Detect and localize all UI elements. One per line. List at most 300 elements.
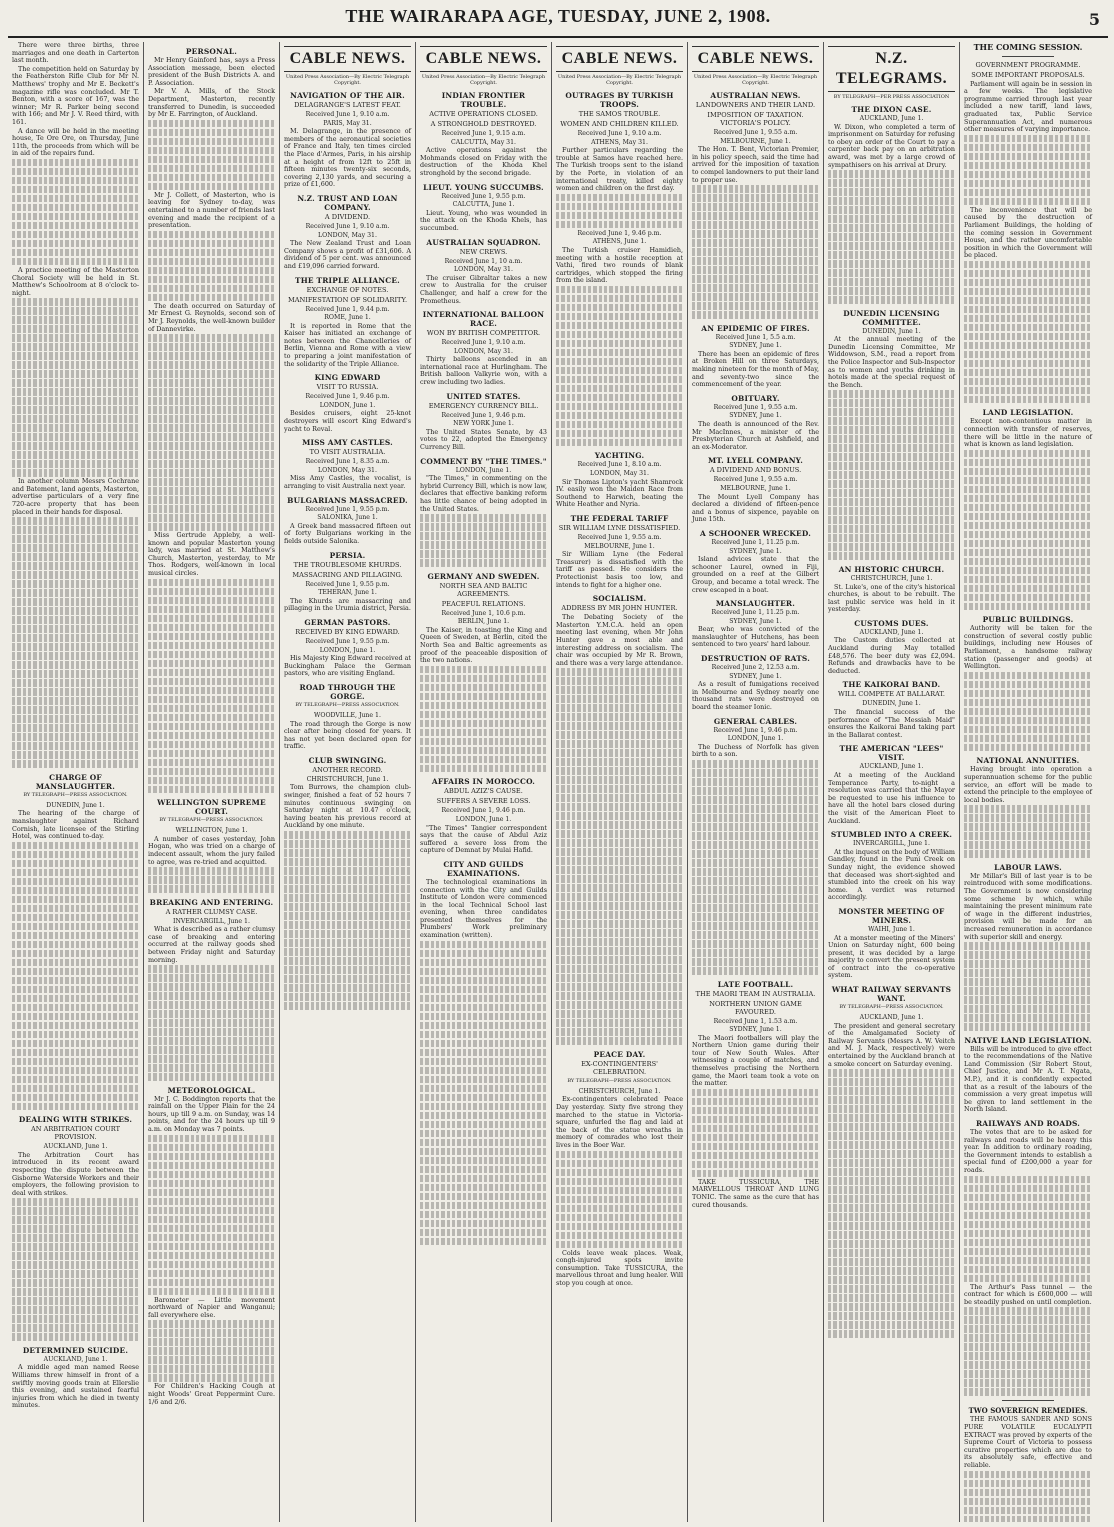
column-7 <box>824 42 960 1522</box>
paragraph: "The Times" Tangier correspondent says that the cause of Abdul Aziz suffered a severe loss from the capture of Demnat by Mulai Hafid. <box>420 823 547 855</box>
advertisement: THE FAMOUS SANDER AND SONS PURE VOLATILE EUCALYPTI EXTRACT was proved by experts of the Supreme Court of Victoria to possess curative properties which are due to its absolutely safe, effective and reliable. <box>964 1415 1092 1469</box>
byline: BY TELEGRAPH—PRESS ASSOCIATION. <box>839 1004 944 1011</box>
headline: DETERMINED SUICIDE. <box>22 1345 129 1355</box>
dateline: LONDON, May 31. <box>454 347 513 355</box>
column-8 <box>960 42 1096 1522</box>
dateline: LONDON, May 31. <box>590 470 649 477</box>
headline: RAILWAYS AND ROADS. <box>975 1119 1081 1128</box>
byline: BY TELEGRAPH—PRESS ASSOCIATION. <box>567 1077 672 1084</box>
dateline: SYDNEY, June 1. <box>729 1026 782 1034</box>
text-filler <box>964 135 1092 206</box>
paragraph: At a meeting of the Auckland Temperance Party, to-night a resolution was carried that the Mayor be requested to use his influence to have all the hotel bars closed during the visit of the American Fleet to Auckland. <box>828 771 955 825</box>
subheadline: A RATHER CLUMSY CASE. <box>165 907 258 916</box>
paragraph: The cruiser Gibraltar takes a new crew to Australia for the cruiser Challenger, and half a crew for the Prometheus. <box>420 273 547 305</box>
headline: KING EDWARD <box>314 373 381 383</box>
received-line: Received June 1, 9.10 a.m. <box>441 339 526 347</box>
dateline: LONDON, June 1. <box>319 401 376 409</box>
dateline: CHRISTCHURCH, June 1. <box>306 775 389 783</box>
paragraph: The Arthur's Pass tunnel — the contract for which is £600,000 — will be steadily pushed on until completion. <box>964 1282 1092 1306</box>
headline: YACHTING. <box>594 451 645 461</box>
paragraph: The Maori footballers will play the Northern Union game during their tour of New South Wales. After witnessing a couple of matches, and themselves practising the Northern game, the Maori team took a vote on the matter. <box>692 1033 819 1088</box>
received-line: Received June 1, 8.10 a.m. <box>577 461 662 469</box>
headline: MONSTER MEETING OF MINERS. <box>838 906 945 925</box>
paragraph: A middle aged man named Reese Williams threw himself in front of a swiftly moving goods train at Ellerslie this evening, and sustained fearful injuries from which he died in twenty minutes. <box>12 1363 139 1410</box>
headline: AFFAIRS IN MOROCCO. <box>431 777 536 787</box>
dateline: LONDON, June 1. <box>455 815 512 823</box>
received-line: Received June 1, 9.10 a.m. <box>305 111 390 118</box>
paragraph: Mr Millar's Bill of last year is to be reintroduced with some modifications. The Government is now considering some scheme by which, while maintaining the present minimum rate of wage in the different industries, provision will be made for an increased remuneration in accordance with superior skill and energy. <box>964 871 1092 941</box>
dateline: LONDON, June 1. <box>727 735 784 743</box>
received-line: Received June 1, 9.46 p.m. <box>441 807 526 815</box>
text-filler <box>148 867 275 893</box>
headline: LAND LEGISLATION. <box>982 408 1074 418</box>
dateline: AUCKLAND, June 1. <box>859 1014 924 1022</box>
headline: DUNEDIN LICENSING COMMITTEE. <box>843 308 940 327</box>
paragraph: The hearing of the charge of manslaughter against Richard Cornish, late licensee of the Stirling Hotel, was continued to-day. <box>12 809 139 841</box>
headline: NATIVE LAND LEGISLATION. <box>964 1035 1092 1045</box>
byline: BY TELEGRAPH—PRESS ASSOCIATION. <box>159 817 264 824</box>
paragraph: Lieut. Young, who was wounded in the attack on the Khoda Khels, has succumbed. <box>420 208 547 232</box>
received-line: Received June 1, 9.10 a.m. <box>305 222 390 230</box>
headline: MANSLAUGHTER. <box>715 599 796 609</box>
text-filler <box>12 517 139 768</box>
text-filler <box>148 579 275 794</box>
paragraph: The Arbitration Court has introduced in its recent award respecting the dispute between the Gisborne Waterside Workers and their employers, the following provision to deal with strikes. <box>12 1150 139 1197</box>
dateline: SALONIKA, June 1. <box>317 514 378 522</box>
subheadline: NORTH SEA AND BALTIC AGREEMENTS. <box>439 581 528 598</box>
paragraph: It is reported in Rome that the Kaiser has initiated an exchange of notes between the Chancelleries of Berlin, Vienna and Rome with a view to preparing a joint manifestation of the solidarity of the Triple Alliance. <box>284 321 411 368</box>
received-line: Received June 1, 9.46 p.m. <box>577 229 662 237</box>
subheadline: WOMEN AND CHILDREN KILLED. <box>560 120 679 128</box>
received-line: Received June 1, 9.55 p.m. <box>305 580 390 588</box>
headline: OBITUARY. <box>731 393 780 403</box>
received-line: Received June 1, 9.10 a.m. <box>577 130 662 137</box>
subheadline: GOVERNMENT PROGRAMME. <box>975 60 1081 69</box>
headline: THE KAIKORAI BAND. <box>842 680 941 690</box>
received-line: Received June 1, 8.35 a.m. <box>305 458 390 466</box>
copyright-note: United Press Association—By Electric Telegraph Copyright. <box>421 74 546 86</box>
text-filler <box>964 672 1092 752</box>
column-4 <box>416 42 552 1522</box>
paragraph: The technological examinations in connection with the City and Guilds Institute of London were commenced in the local Technical School last evening, when three candidates presented themselves for the Plumbers' Work preliminary examination (written). <box>420 877 547 940</box>
headline: DEALING WITH STRIKES. <box>18 1115 133 1125</box>
received-line: Received June 1, 9.44 p.m. <box>305 305 390 313</box>
dateline: SYDNEY, June 1. <box>729 547 782 555</box>
dateline: NEW YORK June 1. <box>453 420 514 428</box>
headline: COMMENT BY "THE TIMES." <box>420 456 547 466</box>
headline: GENERAL CABLES. <box>713 716 798 726</box>
subheadline: EXCHANGE OF NOTES. <box>306 285 389 294</box>
headline: UNITED STATES. <box>446 391 521 401</box>
paragraph: As a result of fumigations received in Melbourne and Sydney nearly one thousand rats were destroyed on board the steamer Ionic. <box>692 680 819 712</box>
headline: LATE FOOTBALL. <box>717 979 794 989</box>
paragraph: For Children's Hacking Cough at night Woods' Great Peppermint Cure. 1/6 and 2/6. <box>148 1382 275 1406</box>
copyright-note: United Press Association—By Electric Telegraph Copyright. <box>693 74 818 86</box>
text-filler <box>828 390 955 560</box>
paragraph: Thirty balloons ascended in an international race at Hurlingham. The British balloon Valkyrie won, with a crew including two ladies. <box>420 355 547 387</box>
text-filler <box>556 1151 683 1249</box>
received-line: Received June 1, 9.55 a.m. <box>713 476 798 484</box>
headline: A SCHOONER WRECKED. <box>699 528 812 538</box>
received-line: Received June 1, 9.46 p.m. <box>713 726 798 734</box>
subheadline: AN ARBITRATION COURT PROVISION. <box>30 1125 121 1142</box>
advertisement: Colds leave weak places. Weak, congh-injured spots invite consumption. Take TUSSICURA, the marvellous throat and lung healer. Will stop you cough at once. <box>556 1248 683 1287</box>
column-3 <box>280 42 416 1522</box>
subheadline: TO VISIT AUSTRALIA. <box>309 448 386 457</box>
paragraph: In another column Messrs Cochrane and Batement, land agents, Masterton, advertise particulars of a very fine 720-acre property that has been placed in their hands for disposal. <box>12 477 139 516</box>
subheadline: ACTIVE OPERATIONS CLOSED. <box>429 110 538 118</box>
copyright-note: United Press Association—By Electric Telegraph Copyright. <box>285 74 410 86</box>
subheadline: ADDRESS BY MR JOHN HUNTER. <box>561 604 678 613</box>
dateline: ATHENS, June 1. <box>592 238 647 246</box>
subheadline: A DIVIDEND. <box>324 212 371 221</box>
headline: PERSIA. <box>329 550 366 560</box>
headline: PUBLIC BUILDINGS. <box>982 615 1074 625</box>
headline: AN HISTORIC CHURCH. <box>838 564 945 574</box>
paragraph: The financial success of the performance of "The Messiah Maid" ensures the Kaikorai Band taking part in the Ballarat contest. <box>828 708 955 739</box>
paragraph: A number of cases yesterday, John Hogan, who was tried on a charge of indecent assault, whom the jury failed to agree, was re-tried and acquitted. <box>148 834 275 866</box>
text-filler <box>556 194 683 229</box>
text-filler <box>556 286 683 447</box>
headline: AN EPIDEMIC OF FIRES. <box>701 323 810 333</box>
column-1 <box>8 42 144 1522</box>
dateline: MELBOURNE, June 1. <box>584 542 655 550</box>
dateline: LONDON, May 31. <box>454 266 513 274</box>
paragraph: At a monster meeting of the Miners' Union on Saturday night, 600 being present, it was decided by a large majority to convert the present system of contract into the co-operative system. <box>828 933 955 980</box>
paragraph: The Custom duties collected at Auckland during May totalled £48,576. The beer duty was £2,094. Refunds and drawbacks have to be deducted. <box>828 636 955 675</box>
subheadline: EMERGENCY CURRENCY BILL. <box>428 401 539 410</box>
dateline: DUNEDIN, June 1. <box>862 327 921 335</box>
received-line: Received June 1, 9.55 p.m. <box>441 192 526 200</box>
paragraph: Tom Burrows, the champion club-swinger, finished a feat of 52 hours 7 minutes continuous swinging on Saturday night at 10.47 o'clock, having beaten his previous record at Auckland by one minute. <box>284 783 411 830</box>
headline: CITY AND GUILDS EXAMINATIONS. <box>443 859 524 878</box>
headline: THE COMING SESSION. <box>973 42 1083 52</box>
dateline: TEHERAN, June 1. <box>318 589 377 597</box>
paragraph: Miss Amy Castles, the vocalist, is arranging to visit Australia next year. <box>284 474 411 490</box>
received-line: Received June 1, 11.25 p.m. <box>711 538 800 546</box>
dateline: WOODVILLE, June 1. <box>314 711 381 719</box>
text-filler <box>12 1198 139 1341</box>
paragraph: W. Dixon, who completed a term of imprisonment on Saturday for refusing to obey an order of the Court to pay a carpenter back pay on an arbitration award, was met by a large crowd of sympathisers on his arrival at Drury. <box>828 122 955 169</box>
subheadline: A DIVIDEND AND BONUS. <box>709 466 802 475</box>
paragraph: The United States Senate, by 43 votes to 22, adopted the Emergency Currency Bill. <box>420 427 547 452</box>
dateline: PARIS, May 31. <box>323 119 372 127</box>
received-line: Received June 1, 5.5 a.m. <box>715 333 796 341</box>
subheadline: VISIT TO RUSSIA. <box>316 383 379 392</box>
copyright-note: United Press Association—By Electric Telegraph Copyright. <box>557 74 682 86</box>
paragraph: Authority will be taken for the construction of several costly public buildings, including new Houses of Parliament, a handsome railway station (passenger and goods) at Wellington. <box>964 624 1092 671</box>
subheadline: SOME IMPORTANT PROPOSALS. <box>971 70 1085 79</box>
paragraph: The Khurds are massacring and pillaging in the Urumia district, Persia. <box>284 596 411 613</box>
dateline: WAIHI, June 1. <box>868 925 915 933</box>
paragraph: Barometer — Little movement northward of Napier and Wanganui; fall everywhere else. <box>148 1295 275 1319</box>
text-filler <box>420 514 547 567</box>
subheadline: SUFFERS A SEVERE LOSS. <box>436 797 531 806</box>
paragraph: Having brought into operation a superannuation scheme for the public service, an effort will be made to extend the principle to the employee of local bodies. <box>964 765 1092 804</box>
headline: CHARGE OF MANSLAUGHTER. <box>35 772 116 791</box>
dateline: LONDON, May 31. <box>318 231 377 239</box>
headline: BULGARIANS MASSACRED. <box>287 495 408 505</box>
paragraph: Sir Thomas Lipton's yacht Shamrock IV. easily won the Maiden Race from Southend to Harwich, beating the White Heather and Nyria. <box>556 477 683 509</box>
headline: AUSTRALIAN SQUADRON. <box>426 237 541 247</box>
paragraph: A practice meeting of the Masterton Choral Society will be held in St. Matthew's Schoolroom at 8 o'clock to-night. <box>12 265 139 297</box>
text-filler <box>964 942 1092 1031</box>
subheadline: RECEIVED BY KING EDWARD. <box>295 627 400 636</box>
newspaper-title: THE WAIRARAPA AGE, TUESDAY, JUNE 2, 1908. <box>345 6 771 26</box>
text-filler <box>828 1069 955 1338</box>
columns <box>8 42 1108 1522</box>
headline: LABOUR LAWS. <box>994 862 1062 872</box>
text-filler <box>556 668 683 1045</box>
received-line: Received June 1, 9.55 p.m. <box>305 637 390 645</box>
paragraph: Mr J. C. Boddington reports that the rainfall on the Upper Plain for the 24 hours, up till 9 a.m. on Sunday, was 14 points, and for the 24 hours up till 9 a.m. on Monday was 7 points. <box>148 1094 275 1134</box>
paragraph: There has been an epidemic of fires at Broken Hill on three Saturdays, making nineteen for the month of May, and seventy-two since the commencement of the year. <box>692 349 819 389</box>
advertisement-headline: TWO SOVEREIGN REMEDIES. <box>968 1405 1088 1415</box>
headline: INTERNATIONAL BALLOON RACE. <box>422 310 545 329</box>
paragraph: The Hon. T. Bent, Victorian Premier, in his policy speech, said the time had arrived for the imposition of taxation to compel landowners to put their land to proper use. <box>692 145 819 184</box>
paragraph: The Duchess of Norfolk has given birth to a son. <box>692 742 819 759</box>
headline: GERMAN PASTORS. <box>304 617 391 627</box>
dateline: AUCKLAND, June 1. <box>859 115 924 122</box>
masthead <box>8 6 1108 38</box>
text-filler <box>148 120 275 191</box>
paragraph: M. Delagrange, in the presence of members of the aeronautical societies of France and Italy, ten times circled the Place d'Armes, Paris, in his airship at a height of from 12ft to 25ft in fifteen minutes twenty-six seconds, covering 2,130 yards, and securing a prize of £1,600. <box>284 127 411 189</box>
text-filler <box>692 760 819 975</box>
dateline: SYDNEY, June 1. <box>729 672 782 680</box>
subheadline: NORTHERN UNION GAME FAVOURED. <box>709 999 802 1016</box>
dateline: LONDON, June 1. <box>319 646 376 654</box>
subheadline: ABDUL AZIZ'S CAUSE. <box>444 787 523 796</box>
dateline: SYDNEY, June 1. <box>729 342 782 350</box>
subheadline: PEACEFUL RELATIONS. <box>441 599 526 608</box>
headline: N.Z. TRUST AND LOAN COMPANY. <box>297 193 398 212</box>
subheadline: WILL COMPETE AT BALLARAT. <box>838 690 945 699</box>
paragraph: Further particulars regarding the trouble at Samos have reached here. The Turkish troops sent to the island by the Porte, in violation of an international treaty, killed eighty women and children on the first day. <box>556 146 683 193</box>
paragraph: The Debating Society of the Masterton Y.M.C.A. held an open meeting last evening, when Mr John Hunter gave a most able and interesting address on socialism. The chair was occupied by Mr R. Brown, and there was a very large attendance. <box>556 613 683 667</box>
headline: STUMBLED INTO A CREEK. <box>830 830 953 840</box>
dateline: BERLIN, June 1. <box>457 618 510 626</box>
headline: BREAKING AND ENTERING. <box>149 897 274 907</box>
text-filler <box>964 1176 1092 1283</box>
headline: CUSTOMS DUES. <box>854 618 929 628</box>
received-line: Received June 1, 9.55 a.m. <box>713 403 798 411</box>
headline: THE FEDERAL TARIFF <box>570 513 669 523</box>
headline: PEACE DAY. <box>593 1049 646 1059</box>
headline: MT. LYELL COMPANY. <box>708 456 803 466</box>
headline: WHAT RAILWAY SERVANTS WANT. <box>831 985 952 1004</box>
headline: NAVIGATION OF THE AIR. <box>290 91 405 100</box>
paragraph: "The Times," in commenting on the hybrid Currency Bill, which is now law, declares that effective banking reform has little chance of being adopted in the United States. <box>420 474 547 513</box>
dateline: LONDON, May 31. <box>318 466 377 474</box>
paragraph: The competition held on Saturday by the Featherston Rifle Club for Mr N. Matthews' trophy and Mr E. Beckett's magazine rifle was concluded. Mr T. Benton, with a score of 167, was the winner; Mr R. Parker being second with 166; and Mr J. V. Reed third, with 161. <box>12 64 139 126</box>
paragraph: The Kaiser, in toasting the King and Queen of Sweden, at Berlin, cited the North Sea and Baltic agreements as proof of the peaceable disposition of the two nations. <box>420 625 547 665</box>
column-5 <box>552 42 688 1522</box>
paragraph: Bear, who was convicted of the manslaughter of Hutchens, has been sentenced to two years' hard labour. <box>692 625 819 649</box>
headline: AUSTRALIAN NEWS. <box>710 91 801 100</box>
section-head: CABLE NEWS. <box>420 46 547 72</box>
subheadline: WON BY BRITISH COMPETITOR. <box>426 329 541 338</box>
paragraph: The votes that are to be asked for railways and roads will be heavy this year. In addition to ordinary roading, the Government intends to establish a special fund of £200,000 a year for roads. <box>964 1128 1092 1174</box>
text-filler <box>964 1307 1092 1396</box>
dateline: CALCUTTA, May 31. <box>450 138 517 146</box>
section-head: CABLE NEWS. <box>556 46 683 72</box>
text-filler <box>148 1135 275 1296</box>
headline: DESTRUCTION OF RATS. <box>701 654 810 664</box>
dateline: DUNEDIN, June 1. <box>46 801 105 809</box>
headline: PERSONAL. <box>185 47 238 56</box>
received-line: Received June 1, 9.46 p.m. <box>441 411 526 419</box>
received-line: Received June 1, 9.55 a.m. <box>577 533 662 541</box>
paragraph: At the annual meeting of the Dunedin Licensing Committee, Mr Widdowson, S.M., read a report from the Police Inspector and Sub-Inspector as to women and youths drinking in hotels made at the special request of the Bench. <box>828 335 955 389</box>
byline: BY TELEGRAPH—PRESS ASSOCIATION. <box>23 791 128 798</box>
headline: WELLINGTON SUPREME COURT. <box>157 798 266 817</box>
advertisement: TAKE TUSSICURA, THE MARVELLOUS THROAT AND LUNG TONIC. The same as the cure that has cured thousands. <box>692 1177 819 1209</box>
section-head: CABLE NEWS. <box>692 46 819 72</box>
headline: GERMANY AND SWEDEN. <box>427 571 540 581</box>
subheadline: ANOTHER RECORD. <box>312 765 383 774</box>
subheadline: MASSACRING AND PILLAGING. <box>292 570 403 579</box>
paragraph: Mr J. Collett, of Masterton, who is leaving for Sydney to-day, was entertained to a number of friends last evening and made the recipient of a presentation. <box>148 190 275 230</box>
dateline: SYDNEY, June 1. <box>729 617 782 625</box>
text-filler <box>964 261 1092 404</box>
text-filler <box>964 450 1092 611</box>
subheadline: A STRONGHOLD DESTROYED. <box>430 120 537 128</box>
text-filler <box>828 170 955 304</box>
dateline: ROME, June 1. <box>324 314 371 322</box>
subheadline: NEW CREWS. <box>459 247 508 256</box>
dateline: DUNEDIN, June 1. <box>862 700 921 708</box>
dateline: MELBOURNE, June 1. <box>720 484 791 492</box>
dateline: AUCKLAND, June 1. <box>43 1355 108 1363</box>
text-filler <box>12 159 139 266</box>
page-number: 5 <box>1088 10 1100 29</box>
paragraph: Mr V. A. Mills, of the Stock Department, Masterton, recently transferred to Dunedin, is succeeded by Mr E. Farrington, of Auckland. <box>148 87 275 119</box>
paragraph: Mr Henry Gainford has, says a Press Association message, been elected president of the Bush Districts A. and P. Association. <box>148 56 275 87</box>
received-line: Received June 1, 10.6 p.m. <box>441 609 526 617</box>
received-line: Received June 1, 9.55 a.m. <box>713 129 798 136</box>
column-6 <box>688 42 824 1522</box>
headline: LIEUT. YOUNG SUCCUMBS. <box>423 182 544 192</box>
headline: METEOROLOGICAL. <box>167 1085 256 1095</box>
paragraph: Active operations against the Mohmands closed on Friday with the destruction of the Khoda Khel stronghold by the second brigade. <box>420 146 547 177</box>
paragraph: At the inquest on the body of William Gandley, found in the Puni Creek on Sunday night, the evidence showed that deceased was short-sighted and stumbled into the creek on his way home. A verdict was returned accordingly. <box>828 847 955 902</box>
dateline: AUCKLAND, June 1. <box>43 1143 108 1151</box>
headline: THE DIXON CASE. <box>851 105 932 114</box>
dateline: AUCKLAND, June 1. <box>859 628 924 636</box>
received-line: Received June 2, 12.53 a.m. <box>711 664 800 672</box>
paragraph: Besides cruisers, eight 25-knot destroyers will escort King Edward's yacht to Reval. <box>284 409 411 433</box>
subheadline: SIR WILLIAM LYNE DISSATISFIED. <box>558 523 681 532</box>
paragraph: Ex-contingenters celebrated Peace Day yesterday. Sixty five strong they marched to the statue in Victoria-square, unfurled the flag and laid at the back of the statue wreaths in memory of comrades who lost their lives in the Boer War. <box>556 1095 683 1149</box>
section-head: N.Z. TELEGRAMS. <box>828 46 955 92</box>
byline: BY TELEGRAPH—PER PRESS ASSOCIATION <box>833 94 950 100</box>
dateline: INVERCARGILL, June 1. <box>853 840 930 848</box>
paragraph: Sir William Lyne (the Federal Treasurer) is dissatisfied with the tariff as passed. He considers the Protectionist basis too low, and intends to fight for a higher one. <box>556 550 683 589</box>
headline: ROAD THROUGH THE GORGE. <box>299 682 396 701</box>
received-line: Received June 1, 10 a.m. <box>444 257 523 265</box>
headline: MISS AMY CASTLES. <box>302 438 393 448</box>
text-filler <box>148 231 275 302</box>
paragraph: A Greek band massacred fifteen out of forty Bulgarians working in the fields outside Salonika. <box>284 521 411 545</box>
divider <box>1002 1400 1053 1401</box>
paragraph: Except non-contentious matter in connection with transfer of reserves, there will be little in the nature of what is known as land legislation. <box>964 417 1092 449</box>
headline: CLUB SWINGING. <box>308 755 387 765</box>
text-filler <box>12 298 139 477</box>
text-filler <box>692 185 819 319</box>
dateline: CHRISTCHURCH, June 1. <box>850 574 933 582</box>
paragraph: Miss Gertrude Appleby, a well-known and popular Masterton young lady, was married at St. Matthew's Church, Masterton, yesterday, to Mr Thos. Rodgers, well-known in local musical circles. <box>148 531 275 578</box>
dateline: INVERCARGILL, June 1. <box>173 917 250 925</box>
dateline: CHRISTCHURCH, June 1. <box>578 1087 661 1095</box>
paragraph: The inconvenience that will be caused by the destruction of Parliament Buildings, the holding of the coming session in Government House, and the rather uncomfortable position in which the Government will be placed. <box>964 205 1092 260</box>
text-filler <box>964 805 1092 858</box>
text-filler <box>420 666 547 773</box>
text-filler <box>692 1089 819 1178</box>
paragraph: St. Luke's, one of the city's historical churches, is about to be rebuilt. The last public service was held in it yesterday. <box>828 582 955 614</box>
paragraph: The New Zealand Trust and Loan Company shows a profit of £31,606. A dividend of 5 per cent. was announced and £19,096 carried forward. <box>284 239 411 270</box>
dateline: CALCUTTA, June 1. <box>452 201 515 209</box>
received-line: Received June 1, 11.25 p.m. <box>711 609 800 617</box>
paragraph: Bills will be introduced to give effect to the recommendations of the Native Land Commission (Sir Robert Stout, Chief Justice, and Mr A. T. Ngata, M.P.), and it is confidently expected that as a result of the labours of the commission a very great impetus will be given to land settlement in the North Island. <box>964 1044 1092 1114</box>
paragraph: The president and general secretary of the Amalgamated Society of Railway Servants (Messrs A. W. Veitch and M. J. Mack, respectively) were entertained by the Auckland branch at a smoke concert on Saturday evening. <box>828 1021 955 1068</box>
paragraph: A dance will be held in the meeting house, Te Ore Ore, on Thursday, June 11th, the proceeds from which will be in aid of the repairs fund. <box>12 126 139 158</box>
headline: THE AMERICAN "LEES" VISIT. <box>839 744 944 763</box>
dateline: AUCKLAND, June 1. <box>859 763 924 771</box>
received-line: Received June 1, 9.15 a.m. <box>441 130 526 137</box>
byline: BY TELEGRAPH—PRESS ASSOCIATION. <box>295 701 400 708</box>
subheadline: THE TROUBLESOME KHURDS. <box>293 560 402 569</box>
section-head: CABLE NEWS. <box>284 46 411 72</box>
subheadline: THE SAMOS TROUBLE. <box>578 110 661 118</box>
paragraph: The death is announced of the Rev. Mr MacInnes, a minister of the Presbyterian Church at Ashfield, and an ex-Moderator. <box>692 420 819 451</box>
subheadline: EX-CONTINGENTERS' CELEBRATION. <box>581 1059 658 1076</box>
dateline: MELBOURNE, June 1. <box>720 137 791 145</box>
dateline: LONDON, June 1. <box>455 466 512 474</box>
text-filler <box>148 334 275 531</box>
paragraph: The Turkish cruiser Hamidieh, meeting with a hostile reception at Vathi, fired two rounds of blank cartridges, which stopped the firing from the island. <box>556 245 683 285</box>
headline: THE TRIPLE ALLIANCE. <box>295 275 400 285</box>
paragraph: Parliament will again be in session in a few weeks. The legislative programme carried through last year included a new tariff, land laws, graduated tax, Public Service Superannuation Act, and numerous other measures of varying importance. <box>964 79 1092 134</box>
paragraph: His Majesty King Edward received at Buckingham Palace the German pastors, who are visiting England. <box>284 654 411 678</box>
column-2 <box>144 42 280 1522</box>
text-filler <box>284 831 411 1010</box>
paragraph: There were three births, three marriages and one death in Carterton last month. <box>12 42 139 65</box>
headline: OUTRAGES BY TURKISH TROOPS. <box>565 91 674 109</box>
paragraph: Island advices state that the schooner Laurel, owned in Fiji, grounded on a reef at the Gilbert Group, and became a total wreck. The crew escaped in a boat. <box>692 555 819 594</box>
divider <box>1002 56 1053 57</box>
received-line: Received June 1, 9.55 p.m. <box>305 505 390 513</box>
subheadline: LANDOWNERS AND THEIR LAND. <box>695 101 816 109</box>
dateline: WELLINGTON, June 1. <box>175 827 248 835</box>
text-filler <box>148 1320 275 1382</box>
subheadline: MANIFESTATION OF SOLIDARITY. <box>287 295 408 304</box>
received-line: Received June 1, 1.53 a.m. <box>713 1017 798 1025</box>
dateline: SYDNEY, June 1. <box>729 412 782 420</box>
paragraph: The road through the Gorge is now clear after being closed for years. It has not yet been declared open for traffic. <box>284 719 411 751</box>
paragraph: What is described as a rather clumsy case of breaking and entering occurred at the railway goods shed between Friday night and Saturday morning. <box>148 925 275 964</box>
text-filler <box>12 842 139 1111</box>
subheadline: DELAGRANGE'S LATEST FEAT. <box>294 101 401 109</box>
headline: NATIONAL ANNUITIES. <box>976 756 1080 766</box>
headline: SOCIALISM. <box>592 594 647 604</box>
text-filler <box>148 965 275 1081</box>
text-filler <box>964 1471 1092 1522</box>
text-filler <box>420 941 547 1246</box>
paragraph: The death occurred on Saturday of Mr Ernest G. Reynolds, second son of Mr J. Reynolds, the well-known builder of Dannevirke. <box>148 301 275 333</box>
subheadline: THE MAORI TEAM IN AUSTRALIA. <box>695 989 816 998</box>
headline: INDIAN FRONTIER TROUBLE. <box>441 91 526 109</box>
paragraph: The Mount Lyell Company has declared a dividend of fifteen-pence and a bonus of sixpence, payable on June 15th. <box>692 492 819 524</box>
